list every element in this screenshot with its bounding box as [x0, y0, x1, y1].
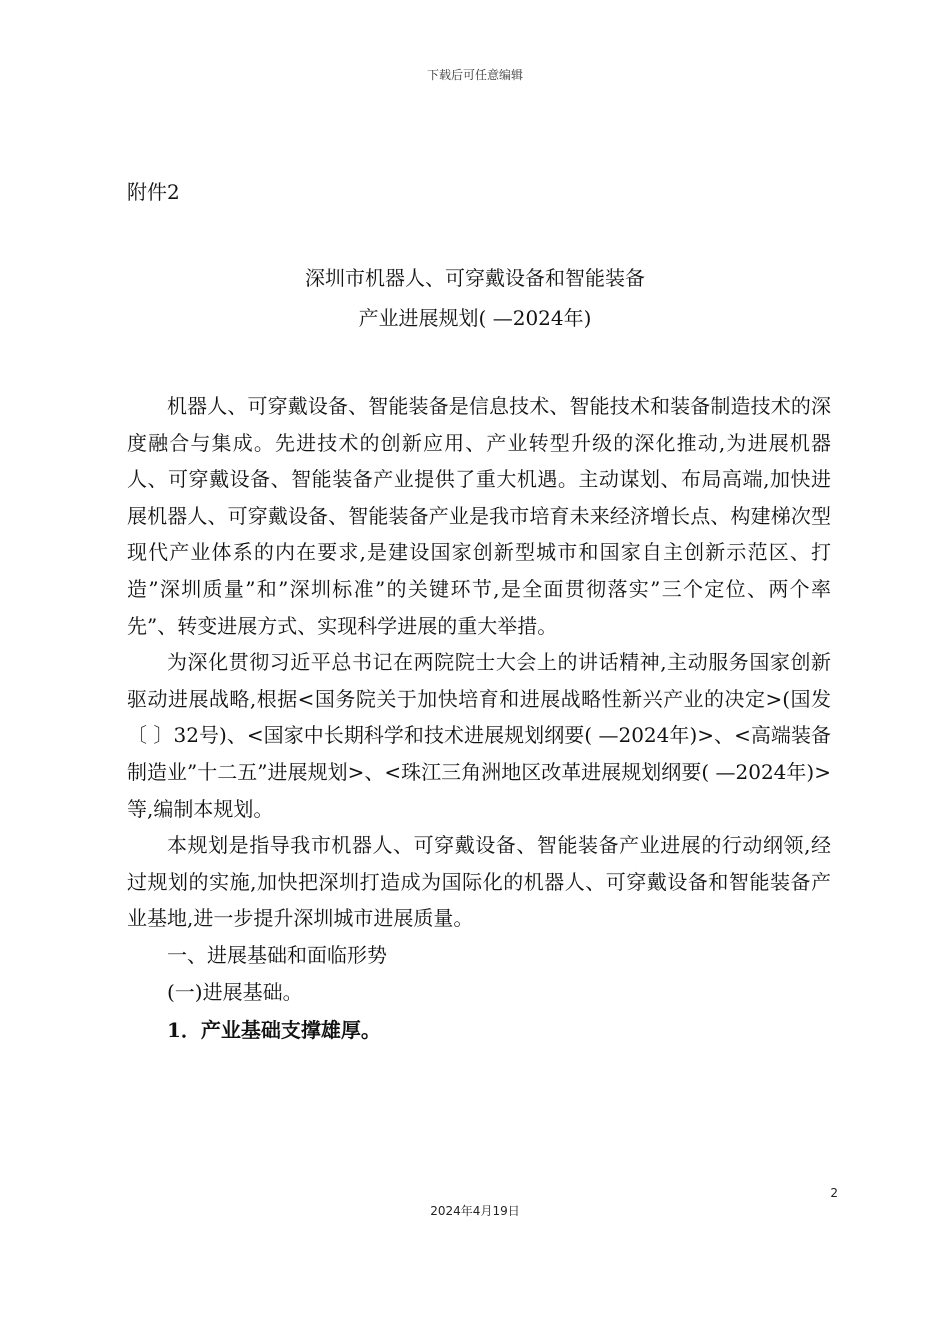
document-body [127, 388, 831, 1049]
page-number: 2 [830, 1186, 838, 1200]
paragraph-intro: 机器人、可穿戴设备、智能装备是信息技术、智能技术和装备制造技术的深度融合与集成。先进技术的创新应用、产业转型升级的深化推动,为进展机器人、可穿戴设备、智能装备产业提供了重大机遇。主动谋划、布局高端,加快进展机器人、可穿戴设备、智能装备产业是我市培育未来经济增长点、构建梯次型现代产业体系的内在要求,是建设国家创新型城市和国家自主创新示范区、打造”深圳质量”和”深圳标准”的关键环节,是全面贯彻落实”三个定位、两个率先”、转变进展方式、实现科学进展的重大举措。 [127, 394, 831, 638]
section-heading: 一、进展基础和面临形势 [167, 942, 387, 967]
paragraph-purpose: 本规划是指导我市机器人、可穿戴设备、智能装备产业进展的行动纲领,经过规划的实施,加快把深圳打造成为国际化的机器人、可穿戴设备和智能装备产业基地,进一步提升深圳城市进展质量。 [127, 833, 831, 931]
subsection-heading: (一)进展基础。 [167, 979, 303, 1004]
footer-date: 2024年4月19日 [430, 1204, 520, 1218]
bold-subheading: 1．产业基础支撑雄厚。 [167, 1018, 381, 1043]
document-title-line-2: 产业进展规划( —2024年) [358, 306, 592, 330]
header-note: 下载后可任意编辑 [426, 68, 523, 82]
paragraph-basis: 为深化贯彻习近平总书记在两院院士大会上的讲话精神,主动服务国家创新驱动进展战略,根据<国务院关于加快培育和进展战略性新兴产业的决定>(国发〔 〕32号)、<国家中长期科学和技术进展规划纲要( —2024年)>、<高端装备制造业”十二五”进展规划>、<珠江三角洲地区改革进展规划纲要( —2024年)>等,编制本规划。 [127, 650, 831, 821]
document-title-line-1: 深圳市机器人、可穿戴设备和智能装备 [305, 266, 645, 290]
attachment-label: 附件2 [127, 180, 180, 204]
